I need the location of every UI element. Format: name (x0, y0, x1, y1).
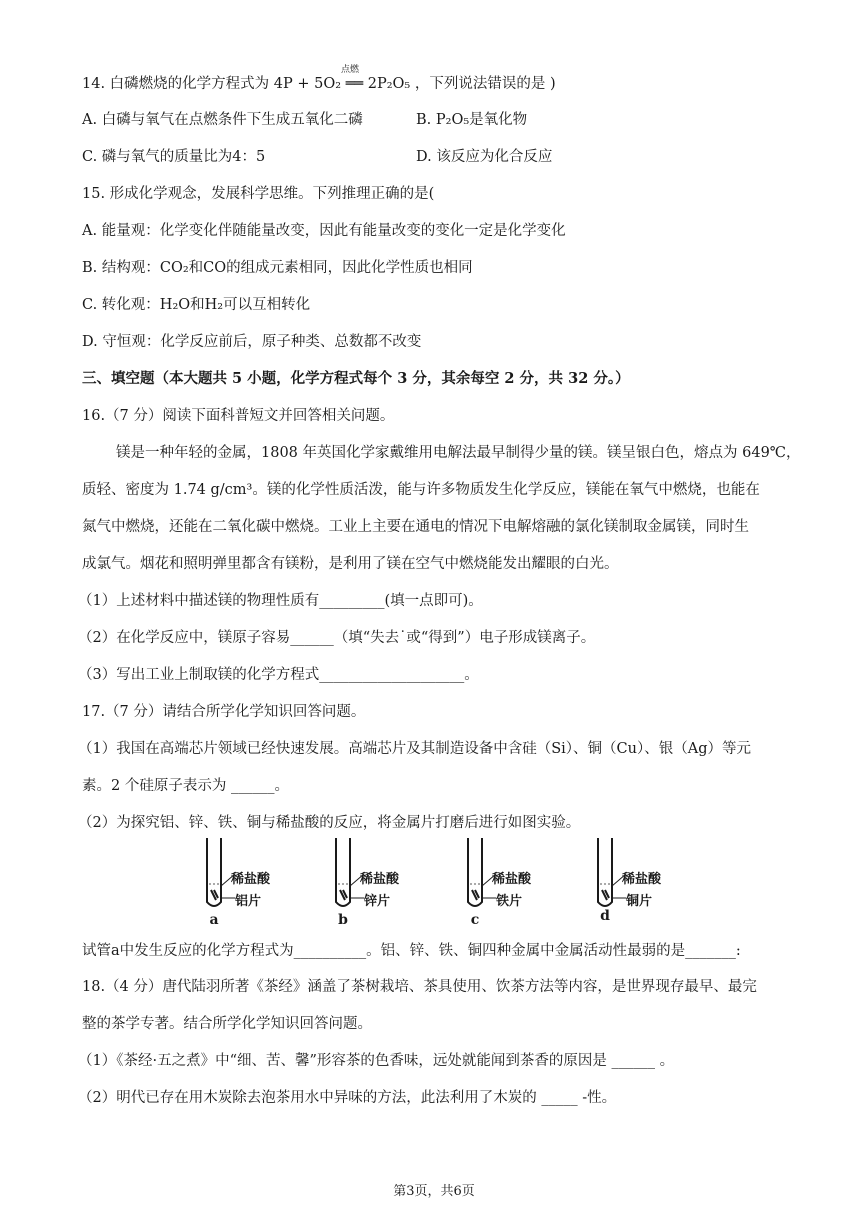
section-3-heading: 三、填空题（本大题共 5 小题，化学方程式每个 3 分，其余每空 2 分，共 32 分。） (82, 370, 630, 387)
tube-letter: c (470, 912, 480, 928)
q15-option-d: D. 守恒观：化学反应前后，原子种类、总数都不改变 (82, 334, 422, 350)
q18-part-1: （1）《茶经·五之煮》中“细、苦、馨”形容茶的色香味，远处就能闻到茶香的原因是 ______ 。 (78, 1053, 675, 1069)
metal-label: 铜片 (626, 894, 653, 909)
q18-stem-cont: 整的茶学专著。结合所学化学知识回答问题。 (82, 1016, 372, 1032)
q16-part-3: （3）写出工业上制取镁的化学方程式____________________。 (78, 667, 479, 683)
q14-option-a: A. 白磷与氧气在点燃条件下生成五氧化二磷 (82, 112, 363, 128)
tube-letter: d (600, 908, 610, 924)
q16-passage-line: 成氯气。烟花和照明弹里都含有镁粉，是利用了镁在空气中燃烧能发出耀眼的白光。 (82, 556, 619, 572)
metal-label: 铁片 (496, 894, 523, 909)
q16-passage-line: 氮气中燃烧，还能在二氧化碳中燃烧。工业上主要在通电的情况下电解熔融的氯化镁制取金属镁，同时生 (82, 519, 749, 535)
q17-part-2: （2）为探究铝、锌、铁、铜与稀盐酸的反应，将金属片打磨后进行如图实验。 (78, 815, 581, 831)
acid-label: 稀盐酸 (492, 872, 532, 887)
acid-label: 稀盐酸 (231, 872, 271, 887)
test-tube-b (334, 838, 474, 928)
q16-part-2: （2）在化学反应中，镁原子容易______（填“失去˙或“得到”）电子形成镁离子。 (78, 630, 596, 646)
test-tube-a (205, 838, 345, 928)
q14-option-c: C. 磷与氧气的质量比为4：5 (82, 149, 266, 165)
page-footer: 第3页，共6页 (393, 1184, 475, 1199)
q17-stem: 17.（7 分）请结合所学化学知识回答问题。 (82, 704, 366, 720)
q16-passage-line: 质轻、密度为 1.74 g/cm³。镁的化学性质活泼，能与许多物质发生化学反应，镁能在氧气中燃烧，也能在 (82, 482, 760, 498)
metal-label: 锌片 (364, 894, 391, 909)
acid-label: 稀盐酸 (622, 872, 662, 887)
q15-option-c: C. 转化观：H₂O和H₂可以互相转化 (82, 297, 311, 313)
q17-part-1-cont: 素。2 个硅原子表示为 ______。 (82, 778, 289, 794)
q16-stem: 16.（7 分）阅读下面科普短文并回答相关问题。 (82, 408, 395, 424)
test-tube-d (596, 838, 736, 928)
q15-stem: 15. 形成化学观念，发展科学思维。下列推理正确的是( (82, 186, 435, 202)
q15-option-a: A. 能量观：化学变化伴随能量改变，因此有能量改变的变化一定是化学变化 (82, 223, 566, 239)
acid-label: 稀盐酸 (360, 872, 400, 887)
metal-label: 铝片 (235, 894, 262, 909)
q14-condition: 点燃 (341, 65, 360, 75)
q15-option-b: B. 结构观：CO₂和CO的组成元素相同，因此化学性质也相同 (82, 260, 473, 276)
tube-letter: b (338, 912, 348, 928)
test-tube-c (466, 838, 606, 928)
q17-answer-line: 试管a中发生反应的化学方程式为__________。铝、锌、铁、铜四种金属中金属活动性最弱的是_______: (82, 943, 741, 959)
q16-part-1: （1）上述材料中描述镁的物理性质有_________(填一点即可)。 (78, 593, 483, 609)
q18-part-2: （2）明代已存在用木炭除去泡茶用水中异味的方法，此法利用了木炭的 _____ -性。 (78, 1090, 617, 1106)
q16-passage-line: 镁是一种年轻的金属，1808 年英国化学家戴维用电解法最早制得少量的镁。镁呈银白色，熔点为 649℃， (116, 445, 801, 461)
q17-part-1: （1）我国在高端芯片领域已经快速发展。高端芯片及其制造设备中含硅（Si）、铜（Cu）、银（Ag）等元 (78, 741, 751, 757)
q14-stem: 14. 白磷燃烧的化学方程式为 4P + 5O₂ ══ 2P₂O₅ ，下列说法错误的是 ) (82, 76, 556, 92)
tube-letter: a (209, 912, 219, 928)
q14-option-b: B. P₂O₅是氧化物 (416, 112, 528, 128)
q14-option-d: D. 该反应为化合反应 (416, 149, 553, 165)
q18-stem: 18.（4 分）唐代陆羽所著《茶经》涵盖了茶树栽培、茶具使用、饮茶方法等内容，是世界现存最早、最完 (82, 979, 757, 995)
